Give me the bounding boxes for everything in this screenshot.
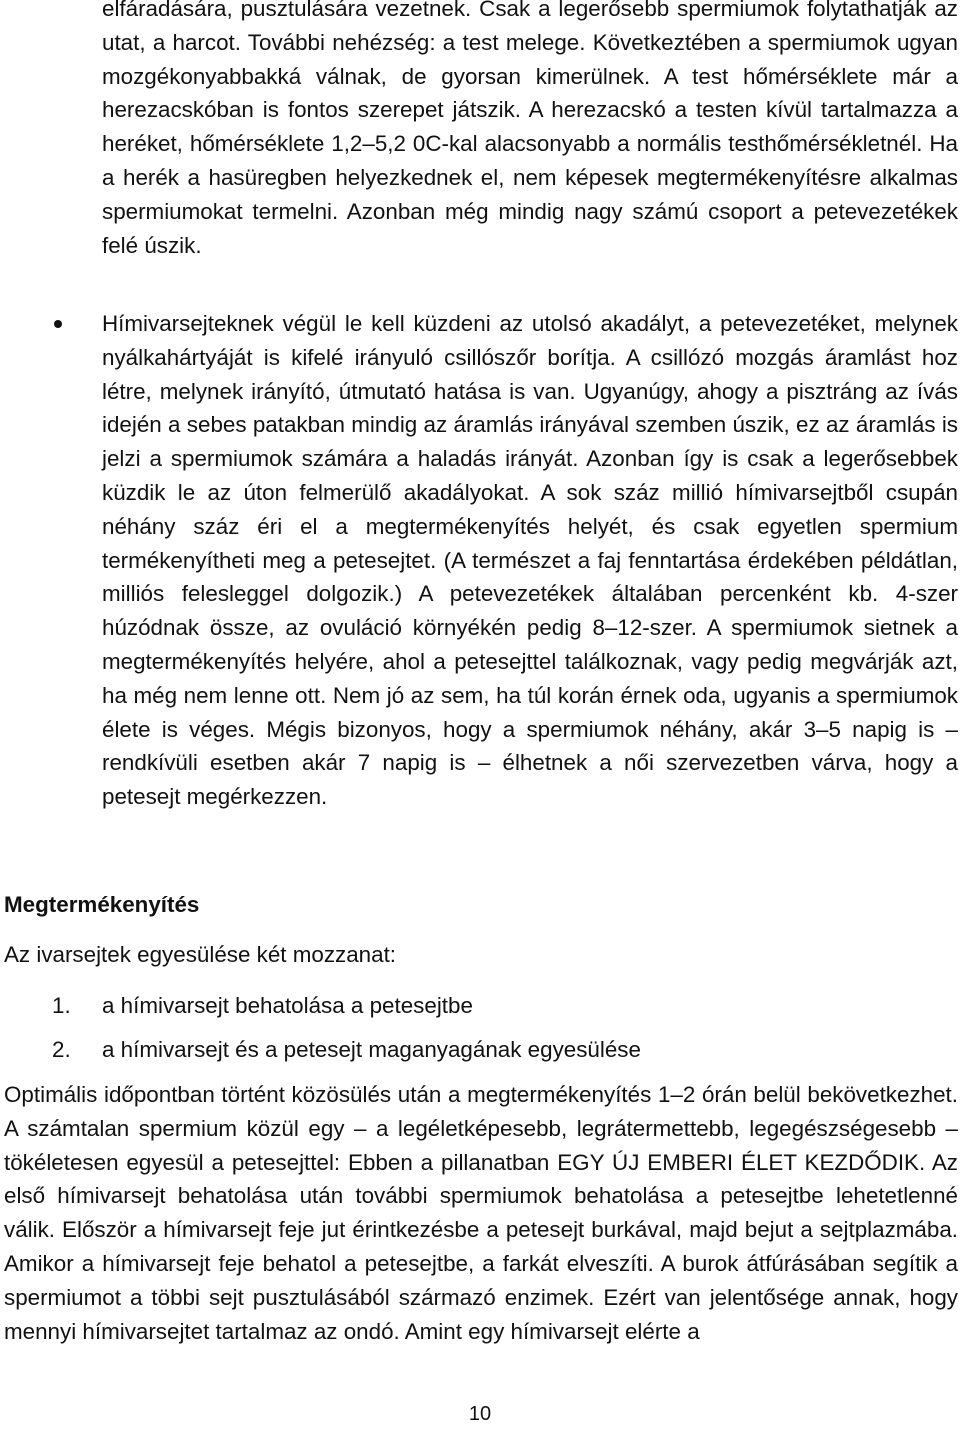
- bullet-paragraph: Hímivarsejteknek végül le kell küzdeni az utolsó akadályt, a petevezetéket, melynek nyálkahártyáját is kifelé irányuló csillószőr borítja. A csillózó mozgás áramlást hoz létre, melynek irányító, útmutató hatása is van. Ugyanúgy, ahogy a pisztráng az ívás idején a sebes patakban mindig az áramlás irányával szemben úszik, ez az áramlás is jelzi a spermiumok számára a haladás irányát. Azonban így is csak a legerősebbek küzdik le az úton felmerülő akadályokat. A sok száz millió hímivarsejtből csupán néhány száz éri el a megtermékenyítés helyét, és csak egyetlen spermium termékenyítheti meg a petesejtet. (A természet a faj fenntartása érdekében példátlan, milliós felesleggel dolgozik.) A petevezetékek általában percenként kb. 4-szer húzódnak össze, az ovuláció környékén pedig 8–12-szer. A spermiumok sietnek a megtermékenyítés helyére, ahol a petesejttel találkoznak, vagy pedig megvárják azt, ha még nem lenne ott. Nem jó az sem, ha túl korán érnek oda, ugyanis a spermiumok élete is véges. Mégis bizonyos, hogy a spermiumok néhány, akár 3–5 napig is – rendkívüli esetben akár 7 napig is – élhetnek a női szervezetben várva, hogy a petesejt megérkezzen.: [102, 311, 958, 810]
- list-item-text: a hímivarsejt és a petesejt maganyagának egyesülése: [102, 1037, 641, 1062]
- bullet-item: [0, 307, 958, 814]
- list-item: [0, 989, 958, 1033]
- bullet-icon: [54, 320, 62, 328]
- list-item: [0, 1033, 958, 1077]
- continuation-paragraph: elfáradására, pusztulására vezetnek. Csak a legerősebb spermiumok folytathatják az utat, a harcot. További nehézség: a test melege. Következtében a spermiumok ugyan mozgékonyabbakká válnak, de gyorsan kimerülnek. A test hőmérséklete már a herezacskóban is fontos szerepet játszik. A herezacskó a testen kívül tartalmazza a heréket, hőmérséklete 1,2–5,2 0C-kal alacsonyabb a normális testhőmérsékletnél. Ha a herék a hasüregben helyezkednek el, nem képesek megtermékenyítésre alkalmas spermiumokat termelni. Azonban még mindig nagy számú csoport a petevezetékek felé úszik.: [102, 0, 958, 258]
- final-paragraph: Optimális időpontban történt közösülés után a megtermékenyítés 1–2 órán belül bekövetkezhet. A számtalan spermium közül egy – a legéletképesebb, legrátermettebb, legegészségesebb – tökéletesen egyesül a petesejttel: Ebben a pillanatban EGY ÚJ EMBERI ÉLET KEZDŐDIK. Az első hímivarsejt behatolása után további spermiumok behatolása a petesejtbe lehetetlenné válik. Először a hímivarsejt feje jut érintkezésbe a petesejt burkával, majd bejut a sejtplazmába. Amikor a hímivarsejt feje behatol a petesejtbe, a farkát elveszíti. A burok átfúrásában segítik a spermiumot a többi sejt pusztulásából származó enzimek. Ezért van jelentősége annak, hogy mennyi hímivarsejtet tartalmaz az ondó. Amint egy hímivarsejt elérte a: [4, 1082, 958, 1344]
- intro-text: Az ivarsejtek egyesülése két mozzanat:: [4, 942, 397, 967]
- list-item-text: a hímivarsejt behatolása a petesejtbe: [102, 993, 473, 1018]
- list-item-number: 1.: [52, 993, 71, 1018]
- page-number: 10: [468, 1403, 492, 1425]
- section-heading: Megtermékenyítés: [4, 892, 200, 917]
- numbered-list: [0, 989, 958, 1077]
- list-item-number: 2.: [52, 1037, 71, 1062]
